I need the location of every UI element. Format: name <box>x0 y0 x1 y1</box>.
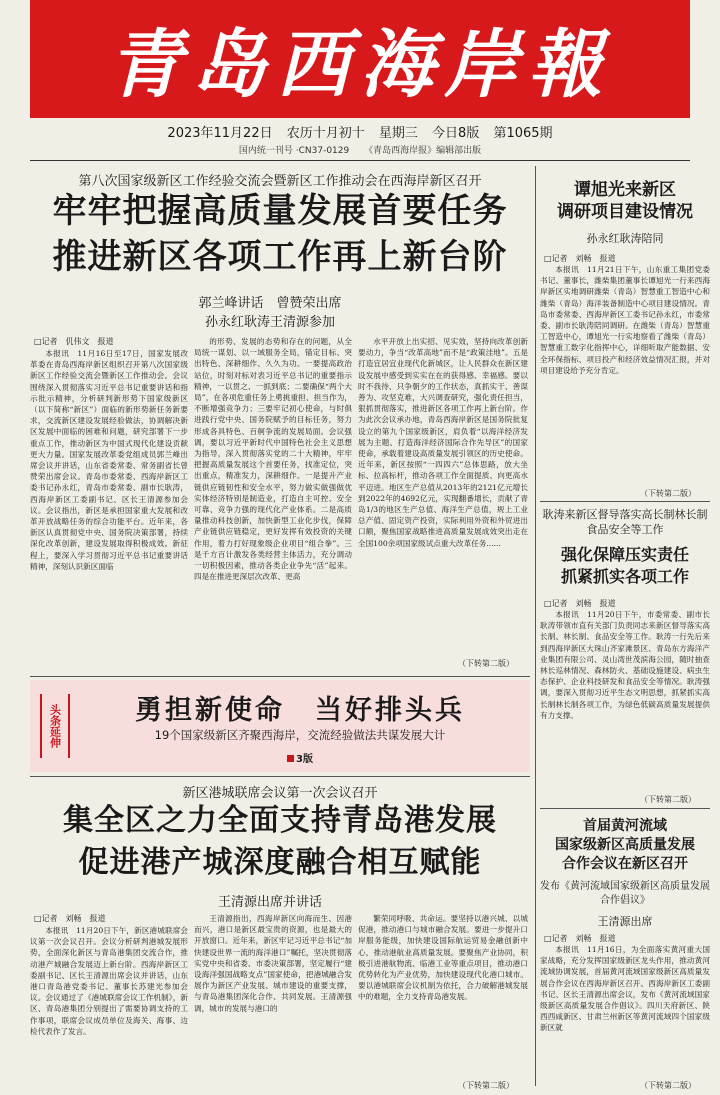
banner-headline: 勇担新使命 当好排头兵 <box>135 695 465 726</box>
r3-byline: □记者 刘畅 报道 <box>544 934 616 943</box>
page-reference <box>287 750 313 765</box>
second-subhead: 王清源出席并讲话 <box>217 895 322 910</box>
lead-byline: □记者 仉伟文 报道 <box>34 337 114 346</box>
date: 2023年11月22日 <box>167 126 273 141</box>
masthead-title: 青岛西海岸報 <box>108 22 612 108</box>
banner-tag: 头条延伸 <box>40 694 70 758</box>
square-marker-icon <box>287 755 294 762</box>
dateline <box>0 122 720 141</box>
lead-subhead-2: 孙永红耿涛王清源参加 <box>204 315 335 330</box>
lead-subhead-1: 郭兰峰讲话 曾赞荣出席 <box>198 296 342 311</box>
paragraph: 本报讯 11月20日下午，新区港城联席会议第一次会议召开。会议分析研判港城发展形势，全面深化新区与青岛港集团交流合作，推动港产城融合发展迈上新台阶。西海岸新区工委副书记、区长王清源出席会议并讲话，山东港口青岛港党委书记、董事长苏建光参加会议。会议通过了《港城联席会议工作机制》，新区、青岛港集团分别提出了需要协调支持的工作事项，联席会议成员单位及海关、海事、边检代表作了发言。 <box>30 926 188 1036</box>
lead-column-2 <box>194 336 352 668</box>
paragraph: 水平开放上出实招、见实效，坚持向改革创新要动力，争当“改革高地”而不是“政策洼地”。五是打造宜居宜业现代化新城区，让人民群众在新区建设发展中感受到实实在在的获得感、幸福感。要以时不我待、只争朝夕的工作状态，真抓实干、善谋善为、攻坚克难，大兴调查研究，强化责任担当，狠抓贯彻落实，推进新区各项工作再上新台阶。作为此次会议承办地，青岛西海岸新区是国务院批复设立的第九个国家级新区，肩负着“以海洋经济发展为主题、打造海洋经济国际合作先导区”的国家使命，承载着建设高质量发展引领区的历史使命。近年来，新区按照“一四四六”总体思路，放大坐标、拉高标杆，推动各项工作全面提质、向更高水平迈进。地区生产总值从2013年的2121亿元增长到2022年的4692亿元，实现翻番增长，贡献了青岛1/3的地区生产总值、海洋生产总值，规上工业总产值、固定资产投资，实际利用外资和外贸进出口额，聚焦国家战略推进高质量发展成效突出走在全国100余项国家级试点重大改革任务...... <box>358 337 528 548</box>
r1-headline-1: 谭旭光来新区 <box>574 180 676 200</box>
continued-note: （下转第二版） <box>640 1081 696 1090</box>
r2-headline-2: 抓紧抓实各项工作 <box>560 567 689 586</box>
paragraph: 本报讯 11月20日下午，市委常委、副市长耿涛带领市直有关部门负责同志来新区督导落实高长制、林长制、食品安全等工作。耿涛一行先后来到西海岸新区大珠山齐家滩景区、青岛东方海洋产业集团有限公司、灵山湾世茂滨海公园，随时抽查林长巡林情况、森林防火、基础设施建设、病虫生态保护、企业科技研发和食品安全等情况。耿涛强调，要深入贯彻习近平生态文明思想，抓紧抓实高长制林长制各项工作，为绿色低碳高质量发展提供有力支撑。 <box>540 610 710 720</box>
paragraph: 本报讯 11月16日，为全面落实黄河重大国家战略，充分发挥国家级新区龙头作用，推动黄河流域协调发展，首届黄河流域国家级新区高质量发展合作会议在西海岸新区召开。西海岸新区工委副书记、区长王清源出席会议，发布《黄河流域国家级新区高质量发展合作倡议》。四川天府新区、陕西西咸新区、甘肃兰州新区等黄河流域四个国家级新区就 <box>540 945 710 1033</box>
weekday: 星期三 <box>378 126 418 141</box>
banner-subhead: 19个国家级新区齐聚西海岸，交流经验做法共谋发展大计 <box>154 728 446 742</box>
r2-headline-1: 强化保障压实责任 <box>560 545 689 564</box>
r3-headline-2: 国家级新区高质量发展 <box>555 837 695 853</box>
r3-subhead: 王清源出席 <box>597 915 653 928</box>
masthead <box>30 0 690 118</box>
r3-kicker: 发布《黄河流域国家级新区高质量发展合作倡议》 <box>540 881 710 906</box>
r2-kicker: 耿涛来新区督导落实高长制林长制食品安全等工作 <box>542 508 708 536</box>
r1-headline-2: 调研项目建设情况 <box>557 202 693 222</box>
second-column-2 <box>194 913 352 1090</box>
section-divider <box>540 808 710 809</box>
second-byline: □记者 刘畅 报道 <box>34 914 106 923</box>
paragraph: 本报讯 11月16日至17日，国家发展改革委在青岛西海岸新区组织召开第八次国家级新区工作经验交流会暨新区工作推动会。会议围绕深入贯彻落实习近平总书记重要讲话和指示批示精神，分析研判新形势下国家级新区（以下简称“新区”）面临的新形势新任务新要求，交流新区建设发展经验做法，协调解决新区发展中面临的困难和问题，研究部署下一步重点工作，推动新区为中国式现代化建设贡献更大力量。国家发展改革委党组成员郭兰峰出席会议并讲话，山东省委常委、常务副省长曾赞荣出席会议。青岛市委常委、西海岸新区工委书记孙永红，青岛市委常委、副市长耿涛，西海岸新区工委副书记、区长王清源参加会议。会议指出，新区是承担国家重大发展和改革开放战略任务的综合功能平台。近年来，各新区认真贯彻党中央、国务院决策部署，持续深化改革创新，建设发展取得积极成效。新征程上，要深入学习贯彻习近平总书记重要讲话精神，深刻认识新区面临 <box>30 349 188 571</box>
r3-body <box>540 944 710 1077</box>
continued-note: （下转第二版） <box>458 659 514 668</box>
issue-number: 第1065期 <box>493 126 553 141</box>
section-divider <box>540 501 710 502</box>
r3-headline-3: 合作会议在新区召开 <box>562 856 688 872</box>
header-divider <box>30 160 690 161</box>
lead-headline-2: 推进新区各项工作再上新台阶 <box>52 237 508 277</box>
second-kicker: 新区港城联席会议第一次会议召开 <box>182 786 378 801</box>
paragraph: 王清源指出，西海岸新区向海而生、因港而兴，港口是新区最宝贵的资源，也是最大的开放窗口。近年来，新区牢记习近平总书记“加快建设世界一流的海洋港口”嘱托，坚决贯彻落实党中央和省委、市委决策部署，坚定履行“建设海洋强国战略支点”国家使命，把港城融合发展作为新区产业发展、城市建设的重要支撑，与青岛港集团深化合作、共同发展。王清源强调，城市的发展与港口的 <box>194 914 352 1013</box>
serial-code: 国内统一刊号 ·CN37-0129 <box>238 146 350 156</box>
lunar-date: 农历十月初十 <box>286 126 365 141</box>
r2-byline: □记者 刘畅 报道 <box>544 599 616 608</box>
second-column-3 <box>358 913 528 1078</box>
second-headline-1: 集全区之力全面支持青岛港发展 <box>63 803 497 838</box>
headline-extension-banner <box>30 680 530 772</box>
page-count: 今日8版 <box>432 126 480 141</box>
r2-body <box>540 609 710 792</box>
r3-headline-1: 首届黄河流域 <box>583 818 667 834</box>
paragraph: 繁荣同呼吸、共命运。要坚持以港兴城、以城促港，推动港口与城市融合发展。要进一步提升口岸服务能级，加快建设国际航运贸易金融创新中心，推动港航业高质量发展。要聚焦产业协同，积极引进港航物流、临港工业等重点项目，推动港口优势转化为产业优势，加快建设现代化港口城市。要以港城联席会议机制为依托，合力破解港城发展中的难题，全力支持青岛港发展。 <box>358 914 528 1002</box>
r1-body <box>540 264 710 486</box>
publication-info <box>0 143 720 156</box>
lead-column-1 <box>30 348 188 668</box>
lead-kicker: 第八次国家级新区工作经验交流会暨新区工作推动会在西海岸新区召开 <box>78 174 482 189</box>
section-divider <box>30 776 530 777</box>
publisher: 《青岛西海岸报》编辑部出版 <box>364 146 482 156</box>
second-column-1 <box>30 925 188 1090</box>
page-reference-label: 3版 <box>296 754 313 765</box>
column-divider <box>535 166 536 1086</box>
section-divider <box>30 676 530 677</box>
continued-note: （下转第二版） <box>640 489 696 498</box>
continued-note: （下转第二版） <box>458 1081 514 1090</box>
continued-note: （下转第二版） <box>640 795 696 804</box>
paragraph: 的形势、发展的态势和存在的问题，从全局统一谋划、以一域服务全局，锚定目标、突出特色、深耕细作、久久为功。一要提高政治站位，时刻对标对表习近平总书记的重要指示精神，一以贯之、一抓到底；二要确保“两个大局”，在各项危重任务上勇挑重担、担当作为，不断增强竞争力；三要牢记初心使命，与时俱进践行党中央、国务院赋予的目标任务，努力形成各具特色、百舸争流的发展局面。会议强调，要以习近平新时代中国特色社会主义思想为指导，深入贯彻落实党的二十大精神，牢牢把握高质量发展这个首要任务，找准定位，突出重点，精准发力，深耕细作。一是提升产业链供应链韧性和安全水平，努力做实做强做优实体经济特别是制造业，打造自主可控、安全可靠、竞争力强的现代化产业体系。二是高质量推动科技创新，加快新型工业化步伐，保障产业链供应链稳定，更好发挥有效投资的关键作用，着力打好现象级企业项目“组合拳”。三是千方百计激发各类经营主体活力，充分调动一切积极因素，推动各类企业争先“活”起来。四是在推进更深层次改革、更高 <box>194 337 352 582</box>
second-headline-2: 促进港产城深度融合相互赋能 <box>78 845 482 880</box>
lead-column-3 <box>358 336 528 656</box>
lead-headline-1: 牢牢把握高质量发展首要任务 <box>52 191 508 231</box>
r1-byline: □记者 刘畅 报道 <box>544 254 616 263</box>
paragraph: 本报讯 11月21日下午，山东重工集团党委书记、董事长，潍柴集团董事长谭旭光一行来西海岸新区实地调研潍柴（青岛）智慧重工智造中心和潍柴（青岛）海洋装备制造中心项目建设情况。青岛市委常委、西海岸新区工委书记孙永红，市委常委、副市长耿涛陪同调研。在潍柴（青岛）智慧重工智造中心，谭旭光一行实地察看了潍柴（青岛）智慧重工数字化指挥中心，详细听取产能数据、安全环保指标、项目投产和经济效益情况汇报，并对项目建设给予充分肯定。 <box>540 265 710 375</box>
r1-subhead: 孙永红耿涛陪同 <box>586 232 664 245</box>
